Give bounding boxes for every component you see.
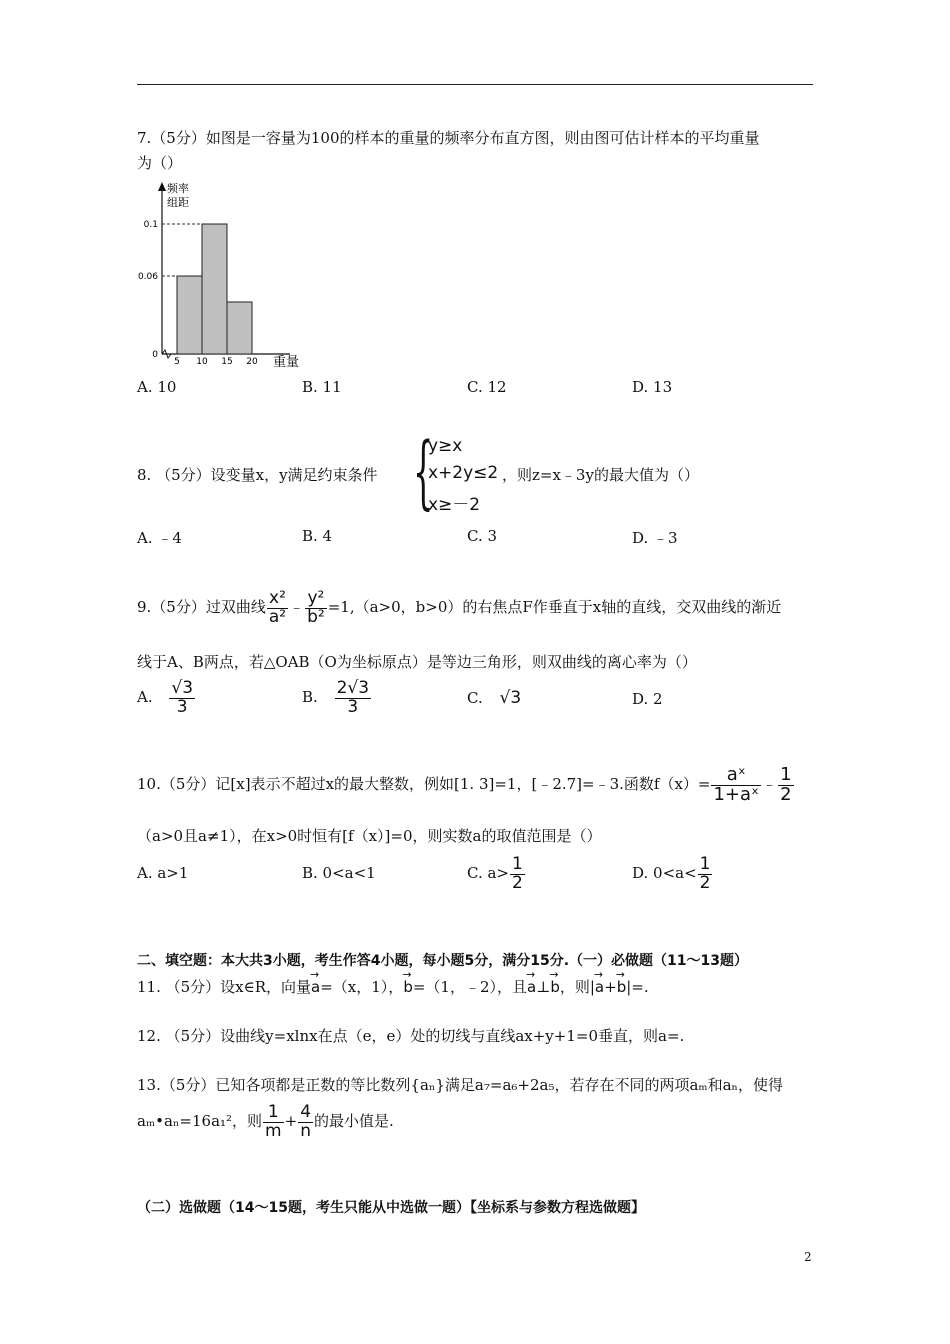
q10-frac1-den: 1+aˣ bbox=[713, 783, 760, 805]
q11-vector-a-2: → a bbox=[527, 978, 536, 996]
q9-fraction-y bbox=[305, 587, 327, 627]
q11-vector-a-3: → a bbox=[595, 978, 604, 996]
section-3-header: （二）选做题（14～15题，考生只能从中选做一题）【坐标系与参数方程选做题】 bbox=[137, 1200, 645, 1216]
constraint-brace: { bbox=[413, 425, 434, 518]
q10-option-b: B. 0<a<1 bbox=[302, 864, 376, 882]
q9-frac1-num: x² bbox=[267, 590, 288, 609]
q8-option-d: D. ﹣3 bbox=[632, 529, 678, 547]
q10-option-c-num: 1 bbox=[512, 853, 523, 874]
q11-text-5: ，则| bbox=[559, 978, 595, 996]
q13-plus: + bbox=[284, 1112, 298, 1130]
q9-fraction-x bbox=[267, 587, 288, 627]
q12-text: 12. （5分）设曲线y=xlnx在点（e，e）处的切线与直线ax+y+1=0垂直，则a=. bbox=[137, 1027, 685, 1045]
q11-vector-b-2: → b bbox=[550, 978, 560, 996]
q10-fraction-a bbox=[711, 763, 761, 805]
q9-option-a-frac bbox=[169, 677, 195, 717]
q11-plus: + bbox=[604, 978, 617, 996]
q7-option-b: B. 11 bbox=[302, 378, 342, 396]
q10-option-d bbox=[632, 850, 713, 896]
q9-frac2-den: b² bbox=[307, 606, 325, 627]
q9-minus: ﹣ bbox=[289, 598, 305, 616]
q13-frac1-num: 1 bbox=[263, 1104, 284, 1123]
q9-line2: 线于A、B两点，若△OAB（O为坐标原点）是等边三角形，则双曲线的离心率为（） bbox=[137, 653, 697, 671]
q9-option-a-num: √3 bbox=[171, 677, 194, 698]
q11-vector-b-3: → b bbox=[617, 978, 627, 996]
q10-option-a: A. a>1 bbox=[137, 864, 189, 882]
page-number: 2 bbox=[804, 1250, 812, 1264]
x-tick-label: 5 bbox=[174, 357, 180, 367]
q9-option-b bbox=[302, 674, 372, 720]
q9-option-a bbox=[137, 674, 196, 720]
q10-option-c-den: 2 bbox=[512, 872, 523, 893]
q10-minus: ﹣ bbox=[762, 775, 778, 793]
q13-frac2-num: 4 bbox=[300, 1101, 312, 1122]
q10-line2: （a>0且a≠1），在x>0时恒有[f（x）]=0，则实数a的取值范围是（） bbox=[137, 827, 602, 845]
x-tick-label: 20 bbox=[246, 357, 258, 367]
q11-vector-b: → b bbox=[403, 978, 413, 996]
x-tick-label: 10 bbox=[196, 357, 208, 367]
x-tick-label: 15 bbox=[221, 357, 233, 367]
q10-option-d-num: 1 bbox=[699, 853, 711, 874]
q7-option-c: C. 12 bbox=[467, 378, 507, 396]
q10-option-d-den: 2 bbox=[699, 872, 711, 893]
q11-text-2: =（x，1）， bbox=[320, 978, 404, 996]
q10-option-d-frac bbox=[698, 853, 713, 893]
q9-option-d: D. 2 bbox=[632, 690, 663, 708]
q11-text-7: |=. bbox=[626, 978, 649, 996]
y-tick-label: 0.06 bbox=[137, 272, 158, 282]
q9-option-b-frac bbox=[335, 677, 371, 717]
q7-option-d: D. 13 bbox=[632, 378, 673, 396]
q13-line2-suffix: 的最小值是. bbox=[314, 1112, 394, 1130]
q8-constraint-1: y≥x bbox=[428, 436, 463, 456]
q7-stem-line1: 7.（5分）如图是一容量为100的样本的重量的频率分布直方图，则由图可估计样本的平均重量 bbox=[137, 129, 760, 147]
q9-option-b-den: 3 bbox=[347, 696, 359, 717]
header-rule bbox=[137, 84, 813, 85]
y-tick-label: 0.1 bbox=[143, 220, 158, 230]
q11-perp: ⊥ bbox=[536, 978, 551, 996]
q11-line bbox=[137, 976, 649, 997]
q8-constraint-2: x+2y≤2 bbox=[428, 463, 499, 483]
histogram-bar bbox=[177, 276, 202, 354]
q9-option-a-den: 3 bbox=[176, 696, 188, 717]
q7-stem-line2: 为（） bbox=[137, 154, 183, 172]
q13-line2-prefix: aₘ•aₙ=16a₁²，则 bbox=[137, 1112, 263, 1130]
q10-option-c-label: C. a> bbox=[467, 864, 509, 882]
q8-option-c: C. 3 bbox=[467, 527, 498, 545]
histogram-bar bbox=[227, 302, 252, 354]
y-tick-label: 0 bbox=[152, 350, 158, 360]
ylabel-line2: 组距 bbox=[167, 196, 189, 209]
xlabel: 重量 bbox=[273, 355, 300, 370]
q9-frac1-den: a² bbox=[268, 606, 287, 627]
q9-prefix: 9.（5分）过双曲线 bbox=[137, 598, 266, 616]
q9-frac2-num: y² bbox=[305, 590, 327, 609]
q10-option-c-frac bbox=[510, 853, 525, 893]
q10-prefix: 10.（5分）记[x]表示不超过x的最大整数，例如[1. 3]=1，[﹣2.7]=﹣3.函数f（x）= bbox=[137, 775, 711, 793]
q9-option-c-label: C. bbox=[467, 689, 483, 707]
q9-option-b-num: 2√3 bbox=[336, 677, 370, 698]
q9-option-a-label: A. bbox=[137, 688, 153, 706]
q8-suffix: ，则z=x﹣3y的最大值为（） bbox=[502, 466, 699, 484]
q10-frac2-den: 2 bbox=[780, 783, 792, 805]
q9-option-c bbox=[467, 688, 521, 708]
q11-vector-a: → a bbox=[311, 978, 320, 996]
q10-frac1-num: aˣ bbox=[711, 766, 761, 786]
q10-option-c bbox=[467, 850, 526, 896]
q8-prefix: 8. （5分）设变量x，y满足约束条件 bbox=[137, 466, 378, 484]
q8-constraint-3: x≥－2 bbox=[428, 495, 481, 515]
q8-option-b: B. 4 bbox=[302, 527, 333, 545]
q8-option-a: A. ﹣4 bbox=[137, 529, 182, 547]
q13-line2 bbox=[137, 1097, 394, 1145]
q11-text-3: =（1，﹣2），且 bbox=[412, 978, 527, 996]
q9-suffix: =1,（a>0，b>0）的右焦点F作垂直于x轴的直线，交双曲线的渐近 bbox=[327, 598, 782, 616]
q11-text-1: 11. （5分）设x∈R，向量 bbox=[137, 978, 312, 996]
q13-line1: 13.（5分）已知各项都是正数的等比数列{aₙ}满足a₇=a₆+2a₅，若存在不同的两项aₘ和aₙ，使得 bbox=[137, 1076, 784, 1094]
q10-frac2-num: 1 bbox=[780, 763, 792, 785]
q10-fraction-half bbox=[778, 763, 793, 805]
histogram-bar bbox=[202, 224, 227, 354]
q13-fraction-2 bbox=[298, 1101, 313, 1141]
q13-frac1-den: m bbox=[265, 1120, 282, 1141]
q9-option-b-label: B. bbox=[302, 688, 318, 706]
q9-option-c-value: √3 bbox=[499, 688, 522, 708]
section-2-header: 二、填空题：本大共3小题，考生作答4小题，每小题5分，满分15分.（一）必做题（11～13题） bbox=[137, 953, 748, 969]
q10-line1 bbox=[137, 758, 795, 810]
histogram-chart bbox=[137, 178, 310, 370]
q9-line1 bbox=[137, 583, 781, 631]
q13-fraction-1 bbox=[263, 1101, 284, 1141]
ylabel-line1: 频率 bbox=[167, 182, 189, 195]
y-axis-arrow bbox=[158, 182, 166, 191]
q13-frac2-den: n bbox=[300, 1120, 311, 1141]
q7-option-a: A. 10 bbox=[137, 378, 177, 396]
q10-option-d-label: D. 0<a< bbox=[632, 864, 697, 882]
